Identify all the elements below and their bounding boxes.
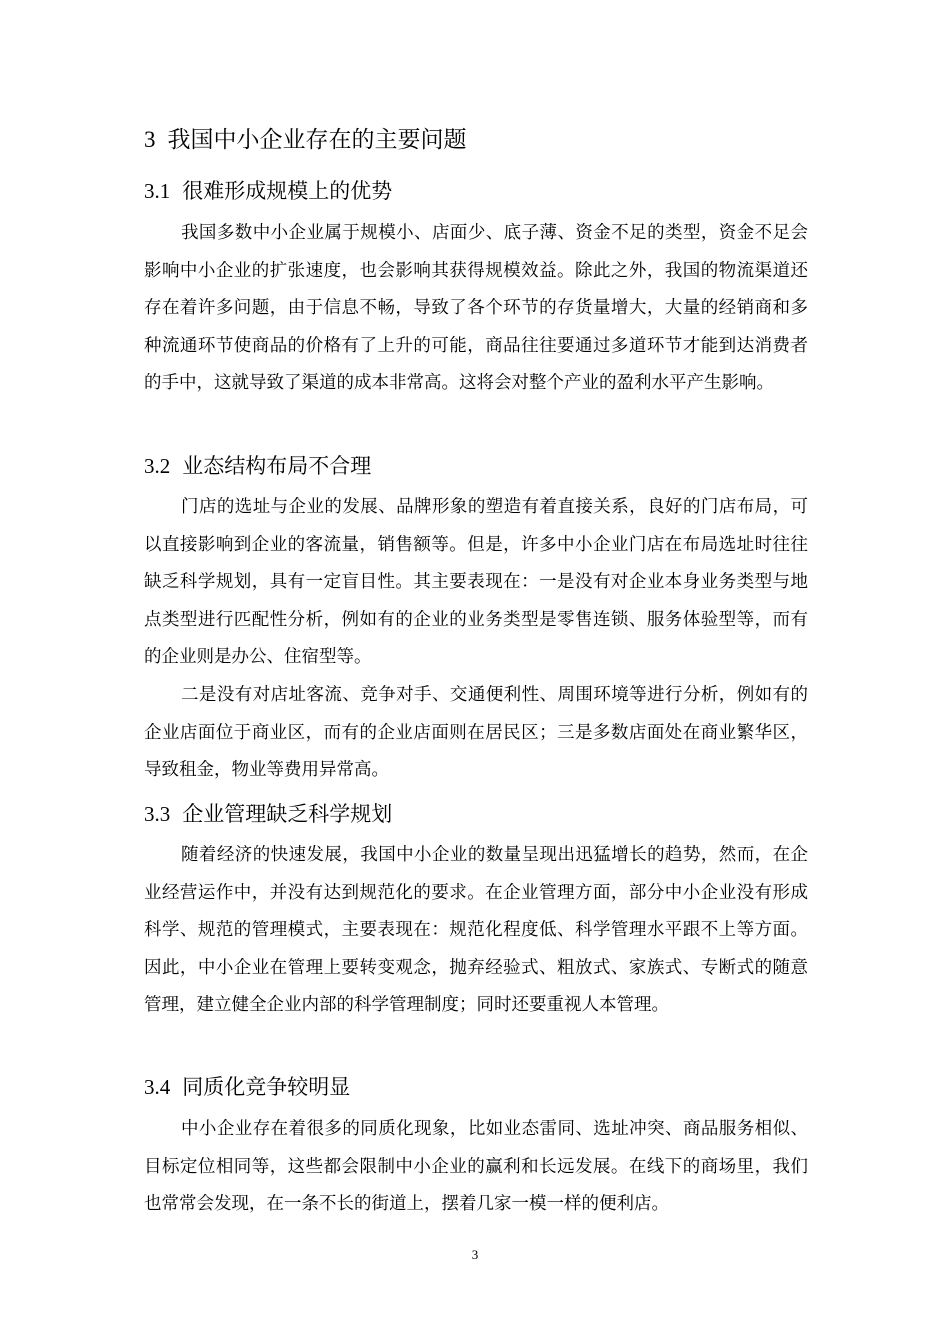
section-title: 同质化竞争较明显 (182, 1075, 351, 1099)
section-heading (144, 799, 392, 829)
section-heading (144, 1072, 350, 1102)
paragraph: 中小企业存在着很多的同质化现象，比如业态雷同、选址冲突、商品服务相似、目标定位相同等，这些都会限制中小企业的赢利和长远发展。在线下的商场里，我们也常常会发现，在一条不长的街道上，摆着几家一模一样的便利店。 (144, 1119, 808, 1215)
section-heading (144, 451, 371, 481)
section-title: 很难形成规模上的优势 (182, 179, 393, 203)
chapter-heading (144, 123, 467, 157)
section-number: 3.1 (144, 179, 171, 203)
paragraph: 门店的选址与企业的发展、品牌形象的塑造有着直接关系，良好的门店布局，可以直接影响到企业的客流量，销售额等。但是，许多中小企业门店在布局选址时往往缺乏科学规划，具有一定盲目性。其主要表现在：一是没有对企业本身业务类型与地点类型进行匹配性分析，例如有的企业的业务类型是零售连锁、服务体验型等，而有的企业则是办公、住宿型等。 (144, 497, 808, 668)
section-number: 3.2 (144, 454, 171, 478)
section-number: 3.3 (144, 802, 171, 826)
section-number: 3.4 (144, 1075, 171, 1099)
paragraph: 我国多数中小企业属于规模小、店面少、底子薄、资金不足的类型，资金不足会影响中小企业的扩张速度，也会影响其获得规模效益。除此之外，我国的物流渠道还存在着许多问题，由于信息不畅，导致了各个环节的存货量增大，大量的经销商和多种流通环节使商品的价格有了上升的可能，商品往往要通过多道环节才能到达消费者的手中，这就导致了渠道的成本非常高。这将会对整个产业的盈利水平产生影响。 (144, 223, 808, 394)
paragraph: 二是没有对店址客流、竞争对手、交通便利性、周围环境等进行分析，例如有的企业店面位于商业区，而有的企业店面则在居民区；三是多数店面处在商业繁华区，导致租金，物业等费用异常高。 (144, 685, 808, 781)
chapter-title: 我国中小企业存在的主要问题 (167, 127, 467, 153)
paragraph: 随着经济的快速发展，我国中小企业的数量呈现出迅猛增长的趋势，然而，在企业经营运作中，并没有达到规范化的要求。在企业管理方面，部分中小企业没有形成科学、规范的管理模式，主要表现在：规范化程度低、科学管理水平跟不上等方面。因此，中小企业在管理上要转变观念，抛弃经验式、粗放式、家族式、专断式的随意管理，建立健全企业内部的科学管理制度；同时还要重视人本管理。 (144, 845, 808, 1016)
section-heading (144, 176, 392, 206)
section-title: 企业管理缺乏科学规划 (182, 802, 393, 826)
chapter-number: 3 (144, 127, 156, 152)
section-title: 业态结构布局不合理 (182, 454, 372, 478)
page-number: 3 (471, 1247, 479, 1262)
